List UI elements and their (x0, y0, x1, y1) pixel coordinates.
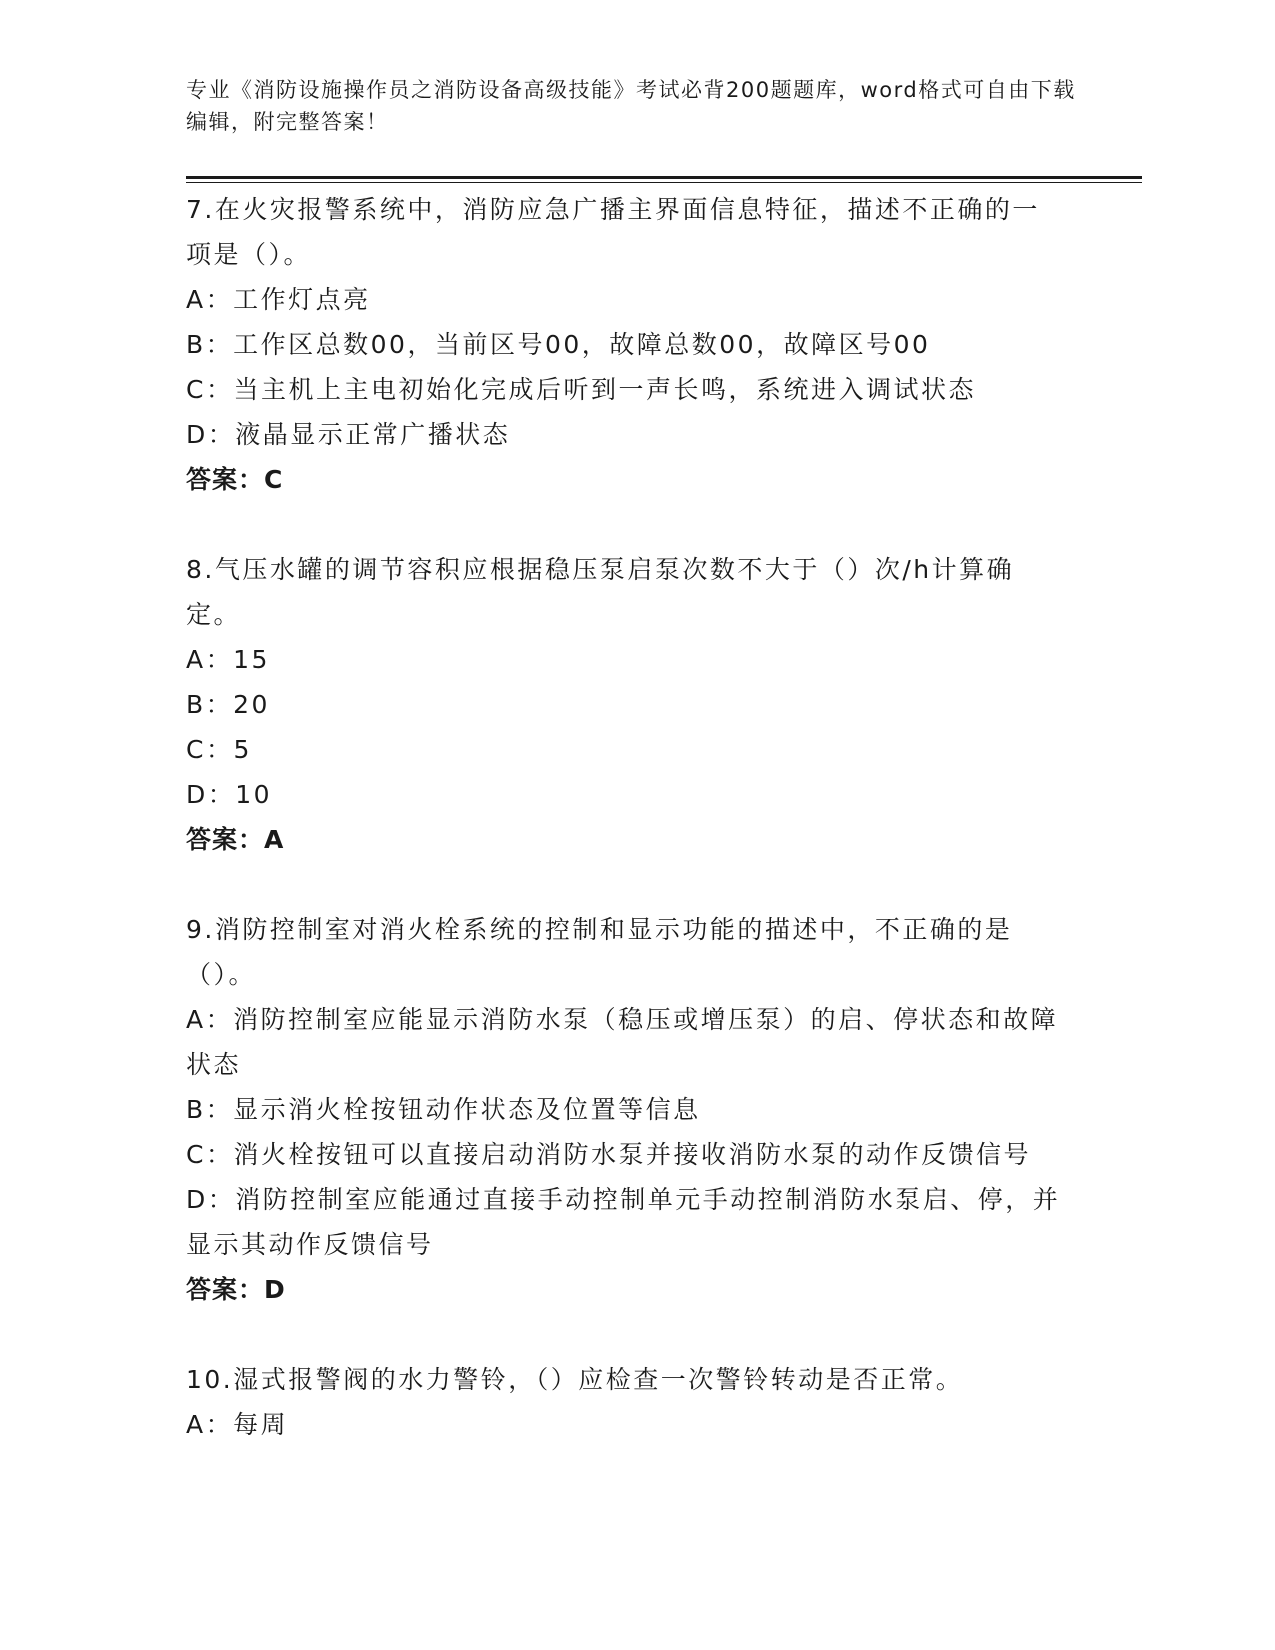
spacer (186, 502, 1066, 547)
option-c: C：消火栓按钮可以直接启动消防水泵并接收消防水泵的动作反馈信号 (186, 1140, 1031, 1169)
question-stem: 9.消防控制室对消火栓系统的控制和显示功能的描述中，不正确的是（）。 (186, 915, 1013, 989)
option-b: B：工作区总数00，当前区号00，故障总数00，故障区号00 (186, 330, 931, 359)
question-stem: 10.湿式报警阀的水力警铃，（）应检查一次警铃转动是否正常。 (186, 1365, 964, 1394)
question-8 (186, 547, 1066, 862)
header-divider-thick (186, 176, 1142, 179)
answer-line: 答案：D (186, 1275, 286, 1304)
option-b: B：显示消火栓按钮动作状态及位置等信息 (186, 1095, 701, 1124)
question-10 (186, 1357, 1066, 1447)
option-a: A：工作灯点亮 (186, 285, 371, 314)
option-d: D：消防控制室应能通过直接手动控制单元手动控制消防水泵启、停，并显示其动作反馈信号 (186, 1185, 1061, 1259)
option-a: A：消防控制室应能显示消防水泵（稳压或增压泵）的启、停状态和故障状态 (186, 1005, 1059, 1079)
question-stem: 8.气压水罐的调节容积应根据稳压泵启泵次数不大于（）次/h计算确定。 (186, 555, 1015, 629)
header-divider-thin (186, 182, 1142, 183)
option-b: B：20 (186, 690, 270, 719)
option-d: D：10 (186, 780, 273, 809)
question-9 (186, 907, 1066, 1312)
option-a: A：15 (186, 645, 270, 674)
question-7 (186, 187, 1066, 502)
question-list (186, 187, 1066, 1447)
option-c: C：当主机上主电初始化完成后听到一声长鸣，系统进入调试状态 (186, 375, 976, 404)
option-c: C：5 (186, 735, 252, 764)
spacer (186, 1312, 1066, 1357)
option-d: D：液晶显示正常广播状态 (186, 420, 511, 449)
option-a: A：每周 (186, 1410, 289, 1439)
spacer (186, 862, 1066, 907)
answer-line: 答案：A (186, 825, 285, 854)
question-stem: 7.在火灾报警系统中，消防应急广播主界面信息特征，描述不正确的一项是（）。 (186, 195, 1040, 269)
answer-line: 答案：C (186, 465, 284, 494)
document-header: 专业《消防设施操作员之消防设备高级技能》考试必背200题题库，word格式可自由下载编辑，附完整答案！ (186, 78, 1076, 134)
